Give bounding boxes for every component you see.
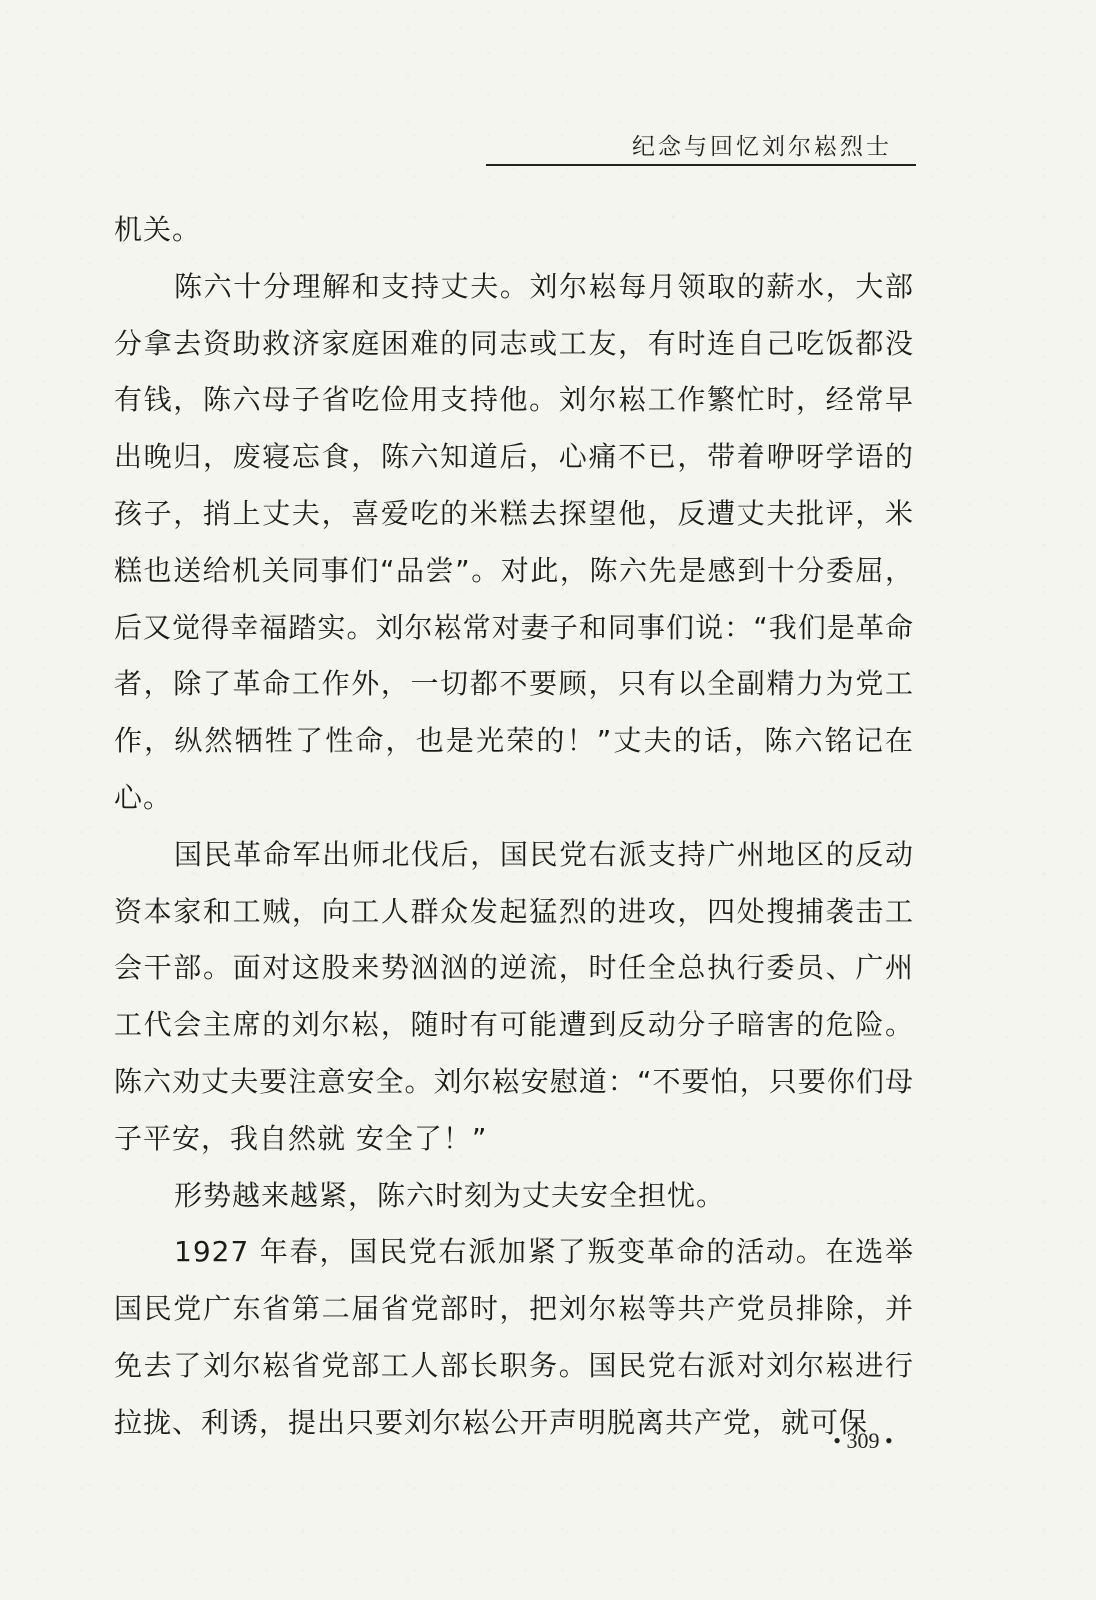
paragraph: 国民革命军出师北伐后，国民党右派支持广州地区的反动资本家和工贼，向工人群众发起猛烈的进攻，四处搜捕袭击工会干部。面对这股来势汹汹的逆流，时任全总执行委员、广州工代会主席的刘尔崧，随时有可能遭到反动分子暗害的危险。陈六劝丈夫要注意安全。刘尔崧安慰道：“不要怕，只要你们母子平安，我自然就 安全了！” <box>114 837 914 1155</box>
running-header <box>486 118 916 166</box>
paragraph: 陈六十分理解和支持丈夫。刘尔崧每月领取的薪水，大部分拿去资助救济家庭困难的同志或工友，有时连自己吃饭都没有钱，陈六母子省吃俭用支持他。刘尔崧工作繁忙时，经常早出晚归，废寝忘食，陈六知道后，心痛不已，带着咿呀学语的孩子，捎上丈夫，喜爱吃的米糕去探望他，反遭丈夫批评，米糕也送给机关同事们“品尝”。对此，陈六先是感到十分委屈，后又觉得幸福踏实。刘尔崧常对妻子和同事们说：“我们是革命者，除了革命工作外，一切都不要顾，只有以全副精力为党工作，纵然牺牲了性命，也是光荣的！”丈夫的话，陈六铭记在心。 <box>114 269 914 814</box>
paragraph-continuation: 机关。 <box>114 213 202 246</box>
paragraph: 1927 年春，国民党右派加紧了叛变革命的活动。在选举国民党广东省第二届省党部时，把刘尔崧等共产党员排除，并免去了刘尔崧省党部工人部长职务。国民党右派对刘尔崧进行拉拢、利诱，提出只要刘尔崧公开声明脱离共产党，就可保 <box>114 1235 914 1439</box>
running-header-title: 纪念与回忆刘尔崧烈士 <box>632 134 892 160</box>
body-text <box>114 202 914 1452</box>
paragraph: 形势越来越紧，陈六时刻为丈夫安全担忧。 <box>174 1178 726 1212</box>
page-number: • 309 • <box>833 1428 893 1453</box>
